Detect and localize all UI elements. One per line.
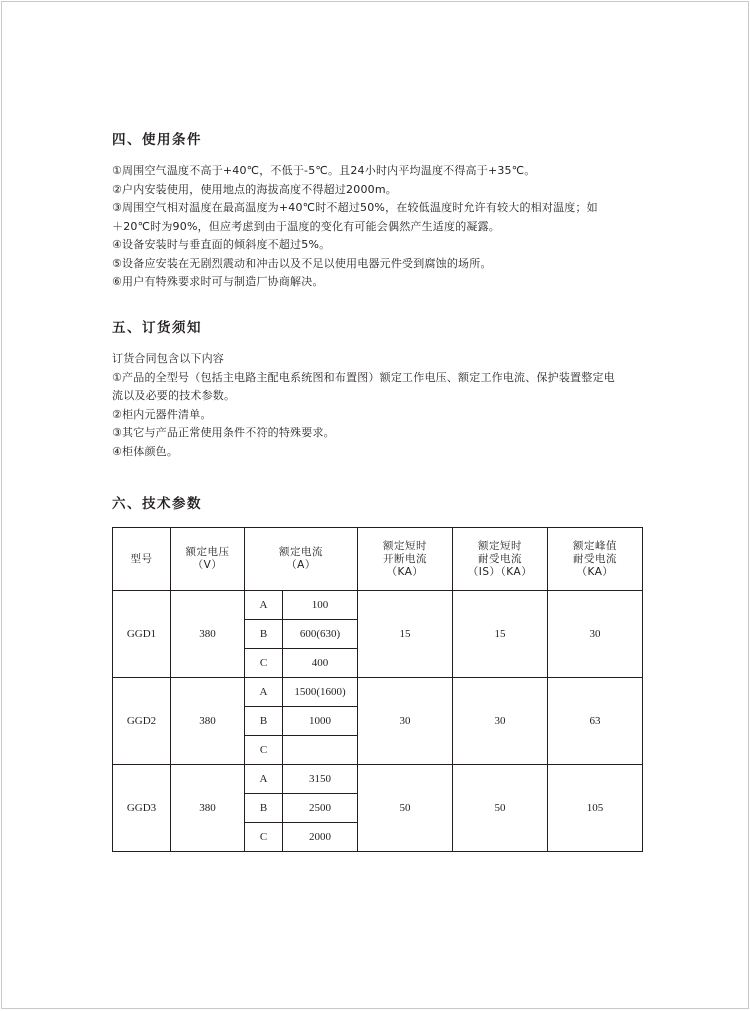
voltage-cell: 380	[171, 765, 245, 852]
header-rated-voltage: 额定电压 （V）	[171, 528, 245, 591]
table-header-row	[113, 528, 643, 591]
current-cell	[283, 736, 358, 765]
ordering-item: 流以及必要的技术参数。	[112, 389, 236, 402]
current-cell: 1500(1600)	[283, 678, 358, 707]
class-cell: C	[245, 649, 283, 678]
class-cell: A	[245, 765, 283, 794]
peak-cell: 105	[548, 765, 643, 852]
condition-item: ⑥用户有特殊要求时可与制造厂协商解决。	[112, 275, 324, 288]
current-cell: 1000	[283, 707, 358, 736]
class-cell: A	[245, 591, 283, 620]
class-cell: A	[245, 678, 283, 707]
ordering-item: 订货合同包含以下内容	[112, 352, 224, 365]
class-cell: B	[245, 794, 283, 823]
table-row	[113, 591, 643, 620]
class-cell: B	[245, 620, 283, 649]
current-cell: 2500	[283, 794, 358, 823]
ordering-item: ④柜体颜色。	[112, 444, 179, 458]
current-cell: 400	[283, 649, 358, 678]
condition-item: ①周围空气温度不高于+40℃，不低于-5℃。且24小时内平均温度不得高于+35℃。	[112, 164, 536, 177]
header-model: 型号	[113, 528, 171, 591]
technical-parameters-table	[112, 527, 643, 852]
breaking-cell: 15	[358, 591, 453, 678]
ordering-item: ③其它与产品正常使用条件不符的特殊要求。	[112, 426, 335, 439]
model-cell: GGD3	[113, 765, 171, 852]
withstand-cell: 50	[453, 765, 548, 852]
header-peak-withstand-current: 额定峰值 耐受电流 （KA）	[548, 528, 643, 591]
model-cell: GGD2	[113, 678, 171, 765]
section-technical-parameters	[112, 495, 652, 526]
condition-item: ③周围空气相对温度在最高温度为+40℃时不超过50%，在较低温度时允许有较大的相对温度；如	[112, 201, 598, 214]
section-heading: 六、技术参数	[112, 496, 202, 512]
ordering-item: ①产品的全型号（包括主电路主配电系统图和布置图）额定工作电压、额定工作电流、保护装置整定电	[112, 370, 615, 384]
class-cell: C	[245, 736, 283, 765]
section-heading: 四、使用条件	[112, 132, 202, 148]
current-cell: 2000	[283, 823, 358, 852]
condition-item: ＋20℃时为90%，但应考虑到由于温度的变化有可能会偶然产生适度的凝露。	[112, 219, 500, 233]
voltage-cell: 380	[171, 591, 245, 678]
table-row	[113, 765, 643, 794]
current-cell: 600(630)	[283, 620, 358, 649]
document-page	[1, 1, 749, 1009]
current-cell: 100	[283, 591, 358, 620]
voltage-cell: 380	[171, 678, 245, 765]
section-heading: 五、订货须知	[112, 320, 202, 336]
breaking-cell: 50	[358, 765, 453, 852]
class-cell: B	[245, 707, 283, 736]
ordering-item: ②柜内元器件清单。	[112, 407, 212, 421]
header-rated-current: 额定电流 （A）	[245, 528, 358, 591]
header-withstand-current: 额定短时 耐受电流 （IS）（KA）	[453, 528, 548, 591]
section-ordering-notes	[112, 319, 652, 461]
header-breaking-current: 额定短时 开断电流 （KA）	[358, 528, 453, 591]
peak-cell: 30	[548, 591, 643, 678]
condition-item: ④设备安装时与垂直面的倾斜度不超过5%。	[112, 238, 331, 251]
condition-item: ②户内安装使用，使用地点的海拔高度不得超过2000m。	[112, 182, 397, 196]
class-cell: C	[245, 823, 283, 852]
withstand-cell: 30	[453, 678, 548, 765]
withstand-cell: 15	[453, 591, 548, 678]
table-row	[113, 678, 643, 707]
section-usage-conditions	[112, 131, 652, 292]
model-cell: GGD1	[113, 591, 171, 678]
peak-cell: 63	[548, 678, 643, 765]
current-cell: 3150	[283, 765, 358, 794]
breaking-cell: 30	[358, 678, 453, 765]
condition-item: ⑤设备应安装在无剧烈震动和冲击以及不足以使用电器元件受到腐蚀的场所。	[112, 256, 492, 270]
